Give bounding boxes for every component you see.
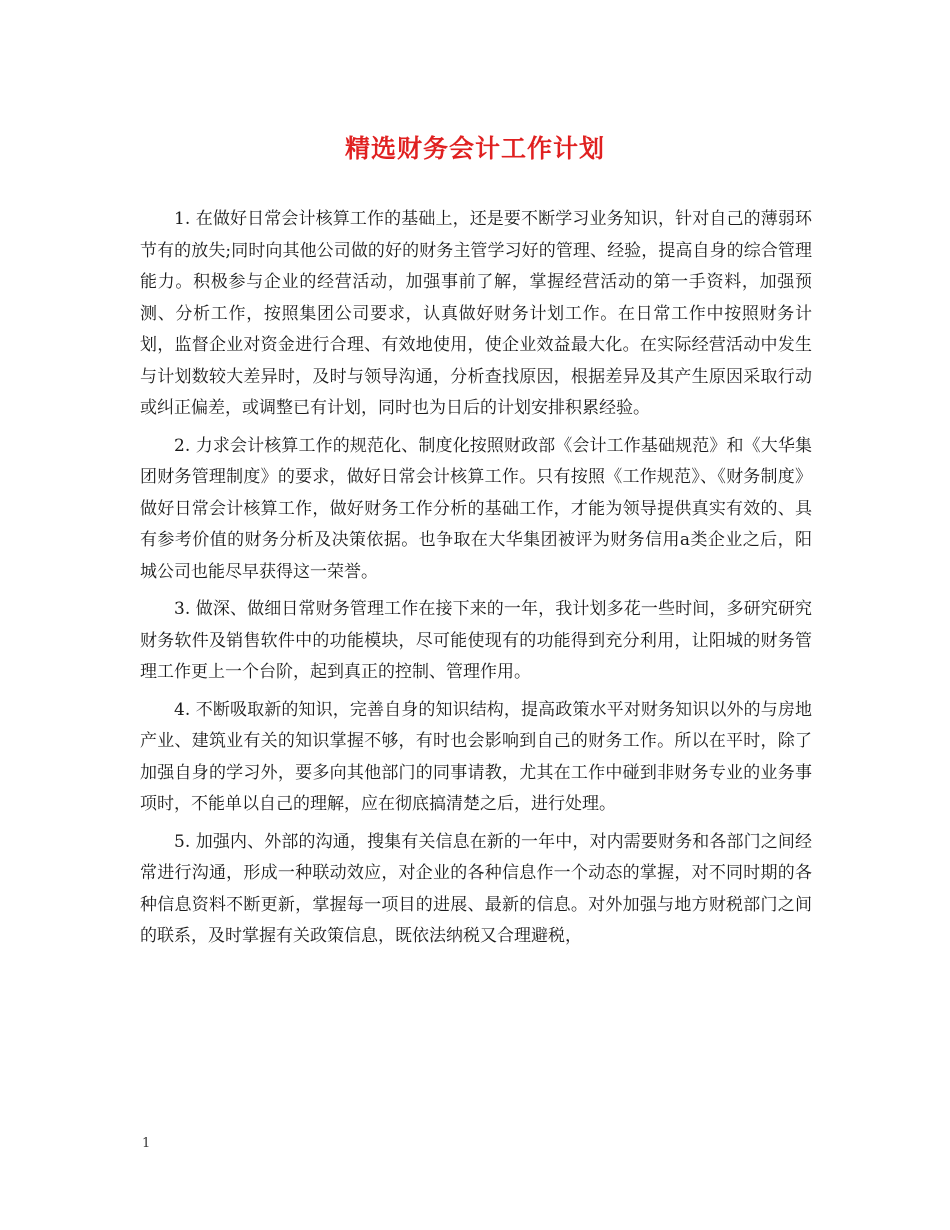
paragraph-2: 2. 力求会计核算工作的规范化、制度化按照财政部《会计工作基础规范》和《大华集团财务管理制度》的要求，做好日常会计核算工作。只有按照《工作规范》、《财务制度》做好日常会计核算工作，做好财务工作分析的基础工作，才能为领导提供真实有效的、具有参考价值的财务分析及决策依据。也争取在大华集团被评为财务信用a类企业之后，阳城公司也能尽早获得这一荣誉。 [140,435,812,582]
document-title: 精选财务会计工作计划 [344,134,605,163]
paragraph-1: 1. 在做好日常会计核算工作的基础上，还是要不断学习业务知识，针对自己的薄弱环节有的放失;同时向其他公司做的好的财务主管学习好的管理、经验，提高自身的综合管理能力。积极参与企业的经营活动，加强事前了解，掌握经营活动的第一手资料，加强预测、分析工作，按照集团公司要求，认真做好财务计划工作。在日常工作中按照财务计划，监督企业对资金进行合理、有效地使用，使企业效益最大化。在实际经营活动中发生与计划数较大差异时，及时与领导沟通，分析查找原因，根据差异及其产生原因采取行动或纠正偏差，或调整已有计划，同时也为日后的计划安排积累经验。 [140,209,812,418]
page-number: 1 [142,1136,151,1151]
paragraph-5: 5. 加强内、外部的沟通，搜集有关信息在新的一年中，对内需要财务和各部门之间经常进行沟通，形成一种联动效应，对企业的各种信息作一个动态的掌握，对不同时期的各种信息资料不断更新，掌握每一项目的进展、最新的信息。对外加强与地方财税部门之间的联系，及时掌握有关政策信息，既依法纳税又合理避税， [140,831,812,946]
paragraph-3: 3. 做深、做细日常财务管理工作在接下来的一年，我计划多花一些时间，多研究研究财务软件及销售软件中的功能模块，尽可能使现有的功能得到充分利用，让阳城的财务管理工作更上一个台阶，起到真正的控制、管理作用。 [140,599,812,682]
document-body [140,204,812,959]
paragraph-4: 4. 不断吸取新的知识，完善自身的知识结构，提高政策水平对财务知识以外的与房地产业、建筑业有关的知识掌握不够，有时也会影响到自己的财务工作。所以在平时，除了加强自身的学习外，要多向其他部门的同事请教，尤其在工作中碰到非财务专业的业务事项时，不能单以自己的理解，应在彻底搞清楚之后，进行处理。 [140,699,812,814]
